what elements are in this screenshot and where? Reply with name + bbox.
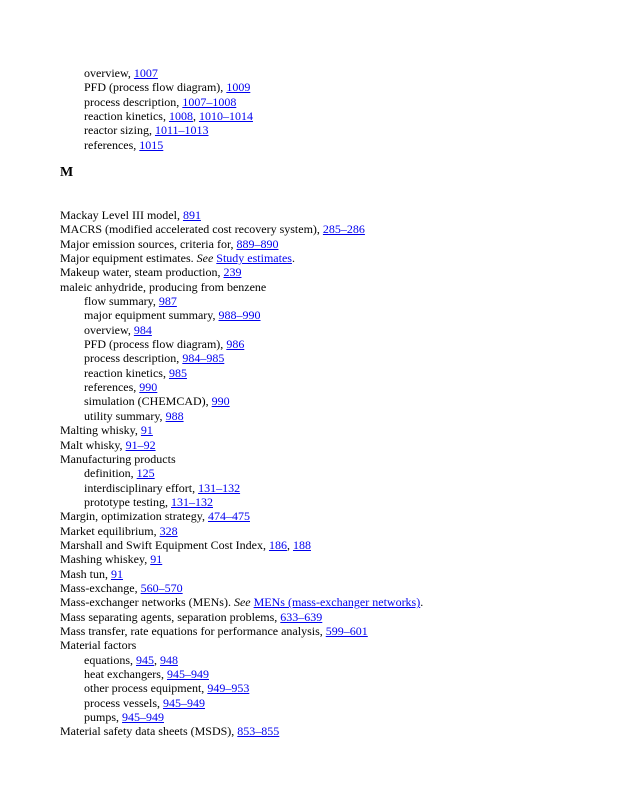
page-ref-link[interactable]: 285–286: [322, 222, 365, 237]
page-ref-link[interactable]: 990: [211, 394, 230, 409]
entry-text: heat exchangers,: [84, 667, 167, 681]
entry-text: references,: [84, 137, 140, 152]
index-subentry: [60, 351, 423, 365]
page-ref-link[interactable]: 131–132: [198, 480, 241, 495]
index-entry: [60, 265, 423, 279]
entry-text: Manufacturing products: [60, 451, 176, 466]
index-entry: [60, 280, 423, 294]
page-ref-link[interactable]: 91: [140, 423, 153, 438]
index-subentry: [60, 323, 423, 337]
entry-text: other process equipment,: [84, 681, 208, 696]
page-ref-link[interactable]: 987: [158, 294, 177, 309]
entry-text: Mass separating agents, separation problems,: [60, 609, 281, 624]
page-ref-link[interactable]: 91: [150, 552, 163, 567]
entry-text: Material safety data sheets (MSDS),: [60, 724, 238, 739]
index-subentry: [60, 337, 423, 351]
page-ref-link[interactable]: 474–475: [207, 509, 250, 524]
see-label: See: [196, 251, 214, 266]
entry-text: MACRS (modified accelerated cost recovery system),: [60, 222, 323, 237]
entry-text: maleic anhydride, producing from benzene: [60, 279, 267, 294]
entry-text: Mashing whiskey,: [60, 552, 151, 567]
index-subentry: [60, 294, 423, 308]
see-link[interactable]: Study estimates: [216, 251, 292, 266]
page-ref-link[interactable]: 91–92: [125, 437, 156, 452]
index-subentry: [60, 366, 423, 380]
page-ref-link[interactable]: 984: [133, 322, 152, 337]
index-entry: [60, 581, 423, 595]
entry-text: Material factors: [60, 638, 137, 653]
page-ref-link[interactable]: 1008: [168, 109, 193, 124]
index-subentry: [60, 138, 253, 152]
entry-text: interdisciplinary effort,: [84, 480, 199, 495]
entry-text: process description,: [84, 351, 183, 366]
index-entry: [60, 423, 423, 437]
page-ref-link[interactable]: 131–132: [171, 494, 213, 509]
entry-text: Makeup water, steam production,: [60, 265, 224, 280]
page-ref-link[interactable]: 985: [168, 365, 187, 380]
page-ref-link[interactable]: 1007: [133, 66, 158, 80]
page-ref-link[interactable]: 599–601: [325, 623, 368, 638]
index-subentry: [60, 667, 423, 681]
entry-text: Mass transfer, rate equations for performance analysis,: [60, 623, 326, 638]
index-subentry: [60, 95, 253, 109]
index-subentry: [60, 710, 423, 724]
index-entry: [60, 638, 423, 652]
entry-text: reactor sizing,: [84, 123, 155, 138]
index-entry: [60, 509, 423, 523]
page-ref-link[interactable]: 948: [160, 652, 178, 667]
index-entry: Marshall and Swift Equipment Cost Index, 186, 188: [60, 537, 311, 552]
index-entry: [60, 724, 423, 738]
entry-text: Marshall and Swift Equipment Cost Index,: [60, 537, 269, 552]
page-ref-link[interactable]: 91: [111, 566, 123, 581]
page-ref-link[interactable]: 949–953: [207, 681, 250, 696]
entry-text: Malting whisky,: [60, 423, 141, 438]
page-ref-link[interactable]: 125: [136, 466, 155, 481]
page-ref-link[interactable]: 328: [159, 523, 178, 538]
entry-text: process vessels,: [84, 695, 163, 710]
index-entry: [60, 222, 423, 236]
index-entry: [60, 624, 423, 638]
page-ref-link[interactable]: 239: [223, 265, 242, 280]
page-ref-link[interactable]: 1015: [139, 137, 164, 152]
index-subentry: equations, 945, 948: [84, 652, 178, 667]
index-entry-list: [60, 208, 423, 739]
entry-text: overview,: [84, 66, 134, 80]
entry-suffix: .: [420, 595, 424, 610]
page-ref-link[interactable]: 186: [268, 537, 287, 552]
entry-suffix: .: [291, 251, 295, 266]
entry-text: overview,: [84, 322, 134, 337]
index-subentry: [60, 681, 423, 695]
page-ref-link[interactable]: 1011–1013: [154, 123, 209, 138]
index-subentry: reaction kinetics, 1008, 1010–1014: [84, 109, 253, 124]
entry-text: Market equilibrium,: [60, 523, 160, 538]
page-ref-link[interactable]: 988: [165, 408, 184, 423]
index-subentry: [60, 495, 423, 509]
entry-text: Major emission sources, criteria for,: [60, 236, 237, 251]
index-continued-list: [60, 66, 253, 152]
entry-text: major equipment summary,: [84, 308, 219, 323]
page-ref-link[interactable]: 188: [292, 537, 311, 552]
entry-text: reaction kinetics,: [84, 365, 169, 380]
section-letter-heading: M: [60, 165, 74, 180]
entry-text: prototype testing,: [84, 494, 171, 509]
index-entry: [60, 552, 423, 566]
page-ref-link[interactable]: 1007–1008: [182, 94, 237, 109]
page-ref-link[interactable]: 633–639: [280, 609, 323, 624]
index-subentry: [60, 80, 253, 94]
entry-text: Mackay Level III model,: [60, 208, 183, 222]
page-ref-link[interactable]: 945–949: [166, 667, 209, 681]
entry-text: Margin, optimization strategy,: [60, 509, 208, 524]
entry-text: utility summary,: [84, 408, 166, 423]
index-entry: [60, 595, 423, 609]
index-entry: [60, 567, 423, 581]
index-entry: [60, 237, 423, 251]
entry-text: Mass-exchanger networks (MENs).: [60, 595, 234, 610]
entry-text: Major equipment estimates.: [60, 251, 197, 266]
index-subentry: [60, 466, 423, 480]
see-link[interactable]: MENs (mass-exchanger networks): [253, 595, 421, 610]
page-ref-link[interactable]: 560–570: [140, 580, 183, 595]
index-subentry: [60, 409, 423, 423]
index-entry: [60, 610, 423, 624]
entry-text: Mass-exchange,: [60, 580, 141, 595]
index-entry: [60, 452, 423, 466]
page-ref-link[interactable]: 853–855: [237, 724, 280, 739]
page-ref-link[interactable]: 990: [139, 380, 158, 395]
page-ref-link[interactable]: 889–890: [236, 236, 279, 251]
entry-text: pumps,: [84, 710, 123, 725]
page-ref-link[interactable]: 945–949: [162, 695, 205, 710]
index-subentry: [60, 394, 423, 408]
index-entry: [60, 524, 423, 538]
page-ref-link[interactable]: 945: [136, 652, 154, 667]
entry-text: simulation (CHEMCAD),: [84, 394, 212, 409]
index-entry: [60, 208, 423, 222]
see-label: See: [233, 595, 251, 610]
page-ref-link[interactable]: 945–949: [122, 710, 165, 725]
index-subentry: [60, 66, 253, 80]
entry-text: definition,: [84, 466, 137, 481]
page-ref-link[interactable]: 1010–1014: [198, 109, 253, 124]
page-ref-link[interactable]: 891: [182, 208, 201, 222]
entry-text: flow summary,: [84, 294, 159, 309]
entry-text: Mash tun,: [60, 566, 111, 581]
page-ref-link[interactable]: 1009: [226, 80, 251, 95]
entry-text: equations,: [84, 652, 136, 667]
index-subentry: [60, 308, 423, 322]
index-entry: [60, 438, 423, 452]
entry-text: PFD (process flow diagram),: [84, 80, 227, 95]
entry-text: reaction kinetics,: [84, 109, 169, 124]
index-subentry: [60, 481, 423, 495]
index-subentry: [60, 696, 423, 710]
page-ref-link[interactable]: 986: [226, 337, 245, 352]
entry-text: PFD (process flow diagram),: [84, 337, 227, 352]
entry-text: process description,: [84, 94, 183, 109]
index-subentry: [60, 380, 423, 394]
page-ref-link[interactable]: 988–990: [218, 308, 261, 323]
index-subentry: [60, 123, 253, 137]
entry-text: Malt whisky,: [60, 437, 126, 452]
entry-text: references,: [84, 380, 140, 395]
index-entry: [60, 251, 423, 265]
page-ref-link[interactable]: 984–985: [182, 351, 225, 366]
